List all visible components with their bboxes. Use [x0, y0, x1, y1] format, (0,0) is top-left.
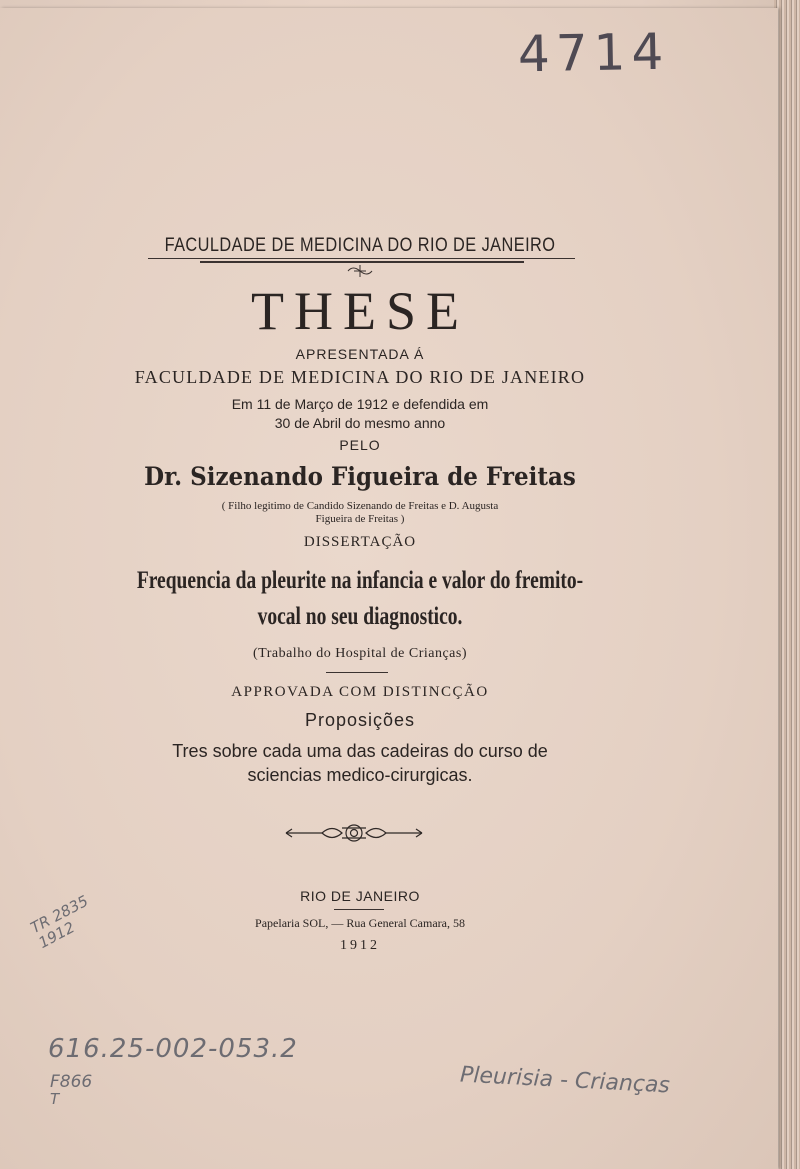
dissertation-title-line-2: vocal no seu diagnostico.: [257, 603, 463, 630]
dissertation-label: DISSERTAÇÃO: [303, 534, 417, 550]
propositions-line-1: Tres sobre cada uma das cadeiras do curso de: [172, 741, 548, 761]
cutter-annotation: F866: [50, 1072, 93, 1092]
parentage-line-1: ( Filho legitimo de Candido Sizenando de Freitas e D. Augusta: [221, 500, 499, 512]
header-rule: [148, 258, 575, 259]
approval-status: APPROVADA COM DISTINCÇÃO: [231, 684, 489, 700]
date-line-2: 30 de Abril do mesmo anno: [274, 415, 446, 431]
imprint-city: RIO DE JANEIRO: [300, 888, 420, 904]
ornament-icon: [346, 264, 374, 278]
propositions-line-2: sciencias medico-cirurgicas.: [247, 765, 473, 785]
imprint-rule: [334, 909, 384, 910]
these-title: THESE: [251, 281, 469, 341]
decorative-ornament-icon: [282, 820, 426, 846]
classification-annotation: 616.25-002-053.2: [48, 1034, 298, 1064]
catalog-number-annotation: 4714: [517, 22, 670, 84]
parentage-line-2: Figueira de Freitas ): [315, 513, 405, 525]
shelf-note-annotation: TR 2835 1912: [27, 891, 92, 953]
dissertation-note: (Trabalho do Hospital de Crianças): [253, 646, 467, 661]
separator-rule: [326, 672, 388, 673]
faculty-header: FACULDADE DE MEDICINA DO RIO DE JANEIRO: [164, 235, 556, 256]
header-rule-thick: [200, 261, 524, 263]
institution-line: FACULDADE DE MEDICINA DO RIO DE JANEIRO: [134, 367, 586, 387]
author-name: Dr. Sizenando Figueira de Freitas: [144, 462, 576, 491]
cutter-sub-annotation: T: [50, 1090, 60, 1108]
subject-annotation: Pleurisia - Crianças: [459, 1062, 671, 1099]
date-line-1: Em 11 de Março de 1912 e defendida em: [231, 396, 489, 412]
propositions-heading: Proposições: [304, 710, 416, 730]
dissertation-title-line-1: Frequencia da pleurite na infancia e valor do fremito-: [136, 567, 584, 594]
presented-line: APRESENTADA Á: [295, 346, 425, 362]
by-line: PELO: [339, 437, 381, 453]
imprint-year: 1912: [340, 938, 380, 953]
title-page: [0, 8, 778, 1169]
imprint-publisher: Papelaria SOL, — Rua General Camara, 58: [255, 916, 465, 930]
